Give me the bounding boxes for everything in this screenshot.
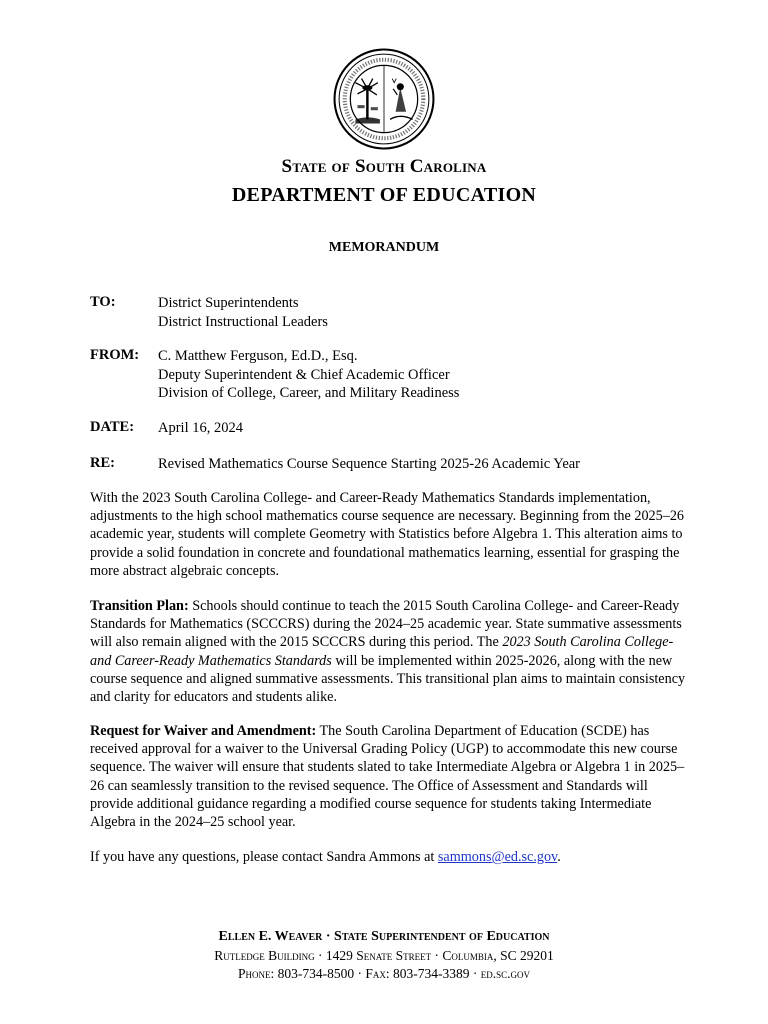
- state-seal-icon: [333, 48, 435, 150]
- re-label: RE:: [90, 455, 115, 471]
- waiver-paragraph: [90, 722, 690, 831]
- transition-text-end: will be implemented within 2025-2026, along with the new course sequence and aligned summative assessments. This transitional plan aims to maintain consistency and clarity for educators and students alike.: [90, 652, 686, 706]
- from-line: Deputy Superintendent & Chief Academic Officer: [158, 366, 450, 383]
- contact-email-link[interactable]: sammons@ed.sc.gov: [437, 849, 558, 865]
- from-line: Division of College, Career, and Military Readiness: [158, 385, 460, 401]
- from-line: C. Matthew Ferguson, Ed.D., Esq.: [158, 348, 358, 364]
- re-subject: Revised Mathematics Course Sequence Starting 2025-26 Academic Year: [158, 456, 581, 472]
- transition-heading: Transition Plan:: [90, 598, 189, 614]
- footer-contact: Phone: 803-734-8500 · Fax: 803-734-3389 · ed.sc.gov: [238, 966, 530, 981]
- contact-paragraph: [90, 848, 690, 866]
- transition-paragraph: [90, 597, 690, 706]
- waiver-heading: Request for Waiver and Amendment:: [90, 723, 317, 739]
- contact-text: If you have any questions, please contact Sandra Ammons at: [90, 849, 438, 865]
- intro-paragraph: With the 2023 South Carolina College- and Career-Ready Mathematics Standards implementation, adjustments to the high school mathematics course sequence are necessary. Beginning from the 2025–26 academic year, students will complete Geometry with Statistics before Algebra 1. This alteration aims to provide a solid foundation in concrete and foundational mathematics learning, essential for grasping the more abstract algebraic concepts.: [90, 490, 685, 579]
- standards-title: 2023 South Carolina College- and Career-Ready Mathematics Standards: [90, 634, 674, 669]
- memo-title: MEMORANDUM: [328, 240, 440, 255]
- transition-text: Schools should continue to teach the 2015 South Carolina College- and Career-Ready Standards for Mathematics (SCCCRS) during the 2024–25 academic year. State summative assessments will also remain aligned with the 2015 SCCCRS during this period. The: [90, 598, 682, 651]
- to-line: District Superintendents: [158, 295, 299, 311]
- contact-end: .: [557, 849, 561, 865]
- to-recipients: [158, 294, 328, 331]
- footer-superintendent: Ellen E. Weaver · State Superintendent of Education: [218, 929, 550, 944]
- waiver-text: The South Carolina Department of Education (SCDE) has received approval for a waiver to the Universal Grading Policy (UGP) to accommodate this new course sequence. The waiver will ensure that students slated to take Intermediate Algebra or Algebra 1 in 2025–26 can seamlessly transition to the revised sequence. The Office of Assessment and Standards will provide additional guidance regarding a modified course sequence for students taking Intermediate Algebra in the 2024–25 school year.: [90, 723, 685, 831]
- from-sender: [158, 347, 459, 403]
- to-line: District Instructional Leaders: [158, 313, 328, 330]
- org-department-name: DEPARTMENT OF EDUCATION: [231, 184, 537, 206]
- footer-address: Rutledge Building · 1429 Senate Street · Columbia, SC 29201: [214, 948, 554, 963]
- date-value: April 16, 2024: [158, 420, 243, 436]
- org-state-name: State of South Carolina: [281, 156, 487, 177]
- date-label: DATE:: [90, 419, 135, 435]
- from-label: FROM:: [90, 347, 140, 363]
- to-label: TO:: [90, 294, 116, 310]
